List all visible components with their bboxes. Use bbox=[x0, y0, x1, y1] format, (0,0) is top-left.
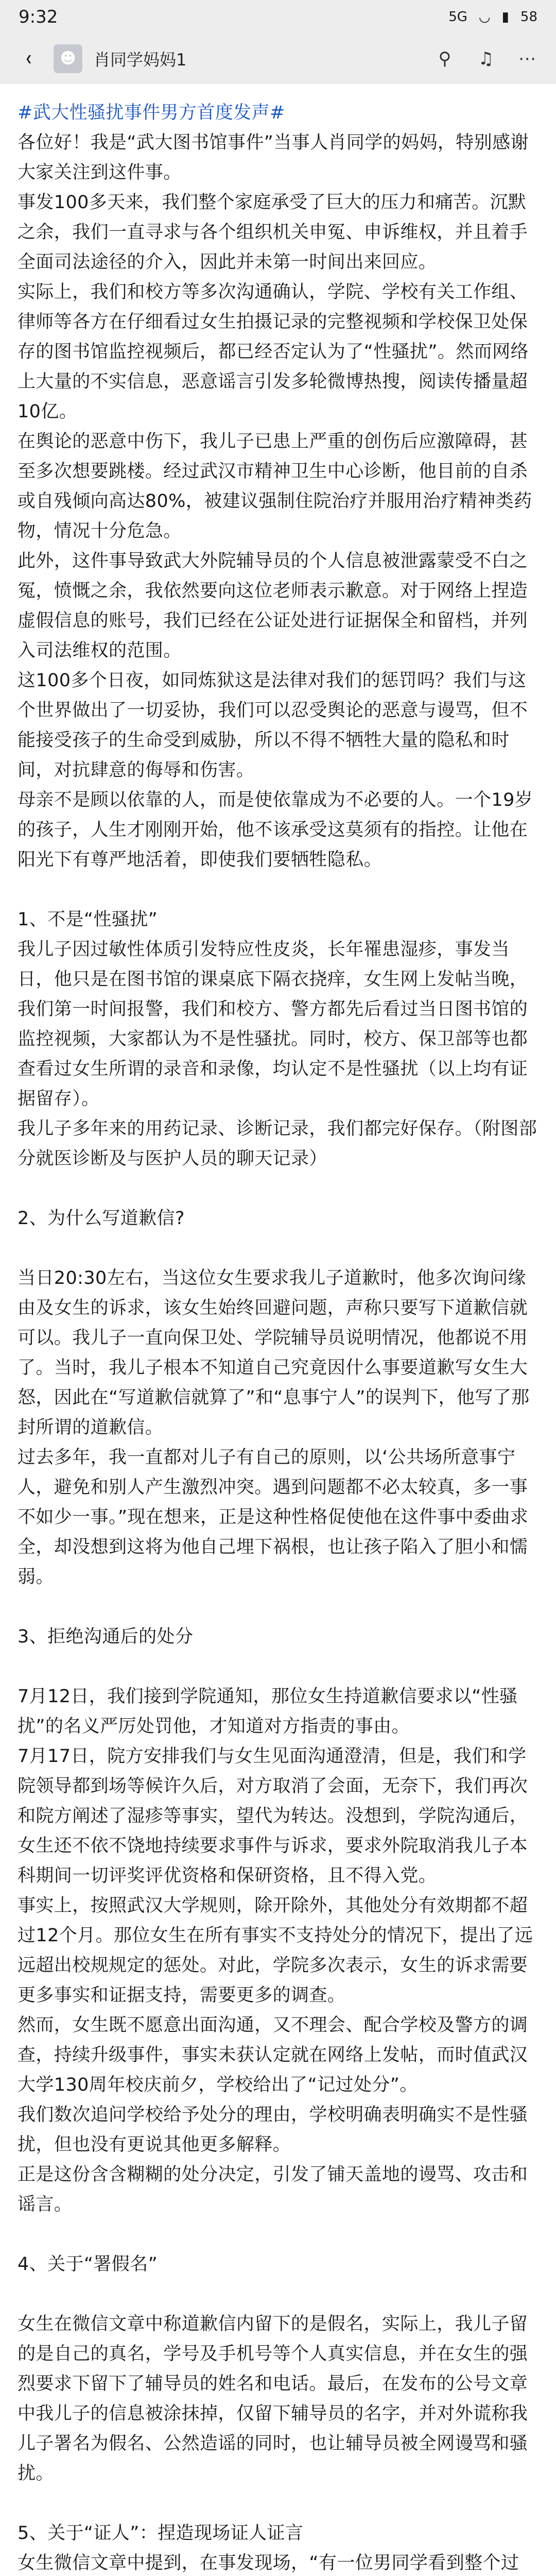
paragraph-spacer bbox=[18, 875, 538, 905]
paragraph-spacer bbox=[18, 2219, 538, 2249]
post-paragraph: 事发100多天来，我们整个家庭承受了巨大的压力和痛苦。沉默之余，我们一直寻求与各个组织机关申冤、申诉维权，并且着手全面司法途径的介入，因此并未第一时间出来回应。 bbox=[18, 192, 528, 273]
paragraph-spacer bbox=[18, 1592, 538, 1622]
post-paragraph: 这100多个日夜，如同炼狱这是法律对我们的惩罚吗？我们与这个世界做出了一切妥协，我们可以忍受舆论的恶意与谩骂，但不能接受孩子的生命受到威胁，所以不得不牺牲大量的隐私和时间，对抗肆意的侮辱和伤害。 bbox=[18, 670, 528, 781]
post-paragraph: 2、为什么写道歉信? bbox=[18, 1208, 185, 1229]
post-paragraph: 我儿子因过敏性体质引发特应性皮炎，长年罹患湿疹，事发当日，他只是在图书馆的课桌底下隔衣挠痒，女生网上发帖当晚，我们第一时间报警，我们和校方、警方都先后看过当日图书馆的监控视频，大家都认为不是性骚扰。同时，校方、保卫部等也都查看过女生所谓的录音和录像，均认定不是性骚扰（以上均有证据留存）。 bbox=[18, 939, 528, 1109]
post-paragraph: 3、拒绝沟通后的处分 bbox=[18, 1626, 194, 1647]
post-paragraph: 各位好！我是“武大图书馆事件”当事人肖同学的妈妈，特别感谢大家关注到这件事。 bbox=[18, 132, 529, 183]
paragraph-spacer bbox=[18, 2488, 538, 2518]
post-paragraph: 过去多年，我一直都对儿子有自己的原则，以‘公共场所意事宁人，避免和别人产生激烈冲突。遇到问题都不必太较真，多一事不如少一事。”现在想来，正是这种性格促使他在这件事中委曲求全，却没想到这将为他自己埋下祸根，也让孩子陷入了胆小和懦弱。 bbox=[18, 1447, 529, 1587]
post-hashtag[interactable]: #武大性骚扰事件男方首度发声# bbox=[18, 103, 285, 123]
post-paragraph: 1、不是“性骚扰” bbox=[18, 909, 158, 930]
post-content bbox=[0, 83, 556, 2576]
battery-icon: ▮ bbox=[501, 9, 509, 25]
post-paragraph: 当日20:30左右，当这位女生要求我儿子道歉时，他多次询问缘由及女生的诉求，该女生始终回避问题，声称只要写下道歉信就可以。我儿子一直向保卫处、学院辅导员说明情况，他都说不用了。当时，我儿子根本不知道自己究竟因什么事要道歉写女生大怒，因此在“写道歉信就算了”和“息事宁人”的误判下，他写了那封所谓的道歉信。 bbox=[18, 1268, 530, 1438]
avatar[interactable]: ☻ bbox=[54, 44, 82, 73]
post-paragraph: 正是这份含含糊糊的处分决定，引发了铺天盖地的谩骂、攻击和谣言。 bbox=[18, 2164, 528, 2215]
paragraph-spacer bbox=[18, 2279, 538, 2309]
post-paragraph: 7月12日，我们接到学院通知，那位女生持道歉信要求以“性骚扰”的名义严厉处罚他，才知道对方指责的事由。 bbox=[18, 1686, 518, 1737]
post-paragraph: 5、关于“证人”：捏造现场证人证言 bbox=[18, 2523, 304, 2544]
battery-level: 58 bbox=[520, 9, 537, 25]
page-title[interactable]: 肖同学妈妈1 bbox=[94, 49, 187, 70]
post-paragraph: 女生在微信文章中称道歉信内留下的是假名，实际上，我儿子留的是自己的真名，学号及手机号等个人真实信息，并在女生的强烈要求下留下了辅导员的姓名和电话。最后，在发布的公号文章中我儿子的信息被涂抹掉，仅留下辅导员的名字，并对外谎称我儿子署名为假名、公然造谣的同时，也让辅导员被全网谩骂和骚扰。 bbox=[18, 2314, 528, 2484]
post-paragraph: 4、关于“署假名” bbox=[18, 2254, 158, 2275]
paragraph-spacer bbox=[18, 1652, 538, 1682]
post-paragraph: 我们数次追问学校给予处分的理由，学校明确表明确实不是性骚扰，但也没有更说其他更多解释。 bbox=[18, 2105, 528, 2155]
signal-icon: 5G bbox=[448, 9, 467, 25]
post-paragraph: 此外，这件事导致武大外院辅导员的个人信息被泄露蒙受不白之冤，愤慨之余，我依然要向这位老师表示歉意。对于网络上捏造虚假信息的账号，我们已经在公证处进行证据保全和留档，并列入司法维权的范围。 bbox=[18, 551, 528, 661]
paragraph-spacer bbox=[18, 1174, 538, 1204]
search-icon[interactable]: ⚲ bbox=[438, 48, 451, 69]
post-paragraph: 实际上，我们和校方等多次沟通确认，学院、学校有关工作组、律师等各方在仔细看过女生拍摄记录的完整视频和学校保卫处保存的图书馆监控视频后，都已经否定认为了“性骚扰”。然而网络上大量的不实信息，恶意谣言引发多轮微博热搜，阅读传播量超10亿。 bbox=[18, 282, 529, 422]
wifi-icon: ◡ bbox=[478, 9, 491, 25]
status-icons bbox=[448, 9, 537, 25]
status-bar bbox=[0, 0, 556, 34]
status-time: 9:32 bbox=[19, 7, 58, 27]
back-icon[interactable]: ❮ bbox=[25, 54, 32, 63]
post-paragraph: 我儿子多年来的用药记录、诊断记录，我们都完好保存。（附图部分就医诊断及与医护人员的聊天记录） bbox=[18, 1118, 537, 1169]
post-paragraph: 然而，女生既不愿意出面沟通，又不理会、配合学校及警方的调查，持续升级事件，事实未获认定就在网络上发帖，而时值武汉大学130周年校庆前夕，学校给出了“记过处分”。 bbox=[18, 2015, 528, 2095]
post-paragraph: 7月17日，院方安排我们与女生见面沟通澄清，但是，我们和学院领导都到场等候许久后，对方取消了会面，无奈下，我们再次和院方阐述了湿疹等事实，望代为转达。没想到，学院沟通后，女生还不依不饶地持续要求事件与诉求，要求外院取消我儿子本科期间一切评奖评优资格和保研资格，且不得入党。 bbox=[18, 1746, 528, 1886]
paragraph-spacer bbox=[18, 1233, 538, 1263]
post-paragraph: 母亲不是顾以依靠的人，而是使依靠成为不必要的人。一个19岁的孩子，人生才刚刚开始，他不该承受这莫须有的指控。让他在阳光下有尊严地活着，即使我们要牺牲隐私。 bbox=[18, 790, 533, 870]
post-paragraph: 事实上，按照武汉大学规则，除开除外，其他处分有效期都不超过12个月。那位女生在所有事实不支持处分的情况下，提出了远远超出校规规定的惩处。对此，学院多次表示，女生的诉求需要更多事实和证据支持，需要更多的调查。 bbox=[18, 1895, 533, 2006]
nav-bar bbox=[0, 34, 556, 83]
post-paragraph: 女生微信文章中提到，在事发现场，“有一位男同学看到整个过 bbox=[18, 2553, 519, 2573]
more-icon[interactable]: ⋯ bbox=[518, 48, 536, 69]
post-paragraph: 在舆论的恶意中伤下，我儿子已患上严重的创伤后应激障碍，甚至多次想要跳楼。经过武汉市精神卫生中心诊断，他目前的自杀或自残倾向高达80%，被建议强制住院治疗并服用治疗精神类药物，情况十分危急。 bbox=[18, 431, 532, 541]
listen-icon[interactable]: ♫ bbox=[478, 48, 494, 69]
